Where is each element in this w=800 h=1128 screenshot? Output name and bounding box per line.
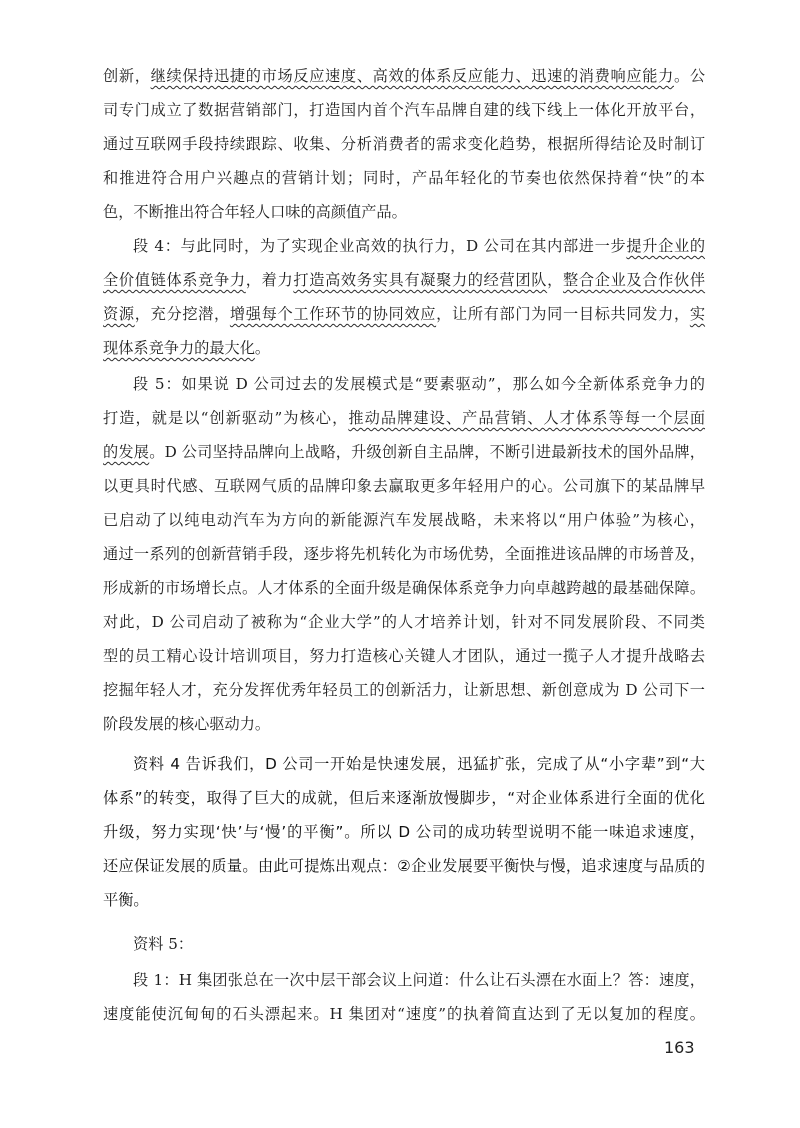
text-span: 司专门成立了数据营销部门，打造国内首个汽车品牌自建的线下线上一体化开放平台，: [103, 101, 705, 119]
text-line: [103, 440, 705, 464]
text-span: 已启动了以纯电动汽车为方向的新能源汽车发展战略，未来将以“用户体验”为核心，: [103, 511, 705, 529]
text-span: 通过互联网手段持续跟踪、收集、分析消费者的需求变化趋势，根据所得结论及时制订: [103, 135, 705, 153]
text-span: 形成新的市场增长点。人才体系的全面升级是确保体系竞争力向卓越跨越的最基础保障。: [103, 579, 705, 597]
text-line: [103, 1002, 705, 1026]
text-line: [103, 644, 705, 668]
text-line: [103, 166, 705, 190]
text-line: [103, 64, 705, 88]
underlined-phrase: 继续保持迅捷的市场反应速度、高效的体系反应能力、迅速的消费响应能力: [150, 67, 674, 85]
text-span: 创新，: [103, 67, 151, 85]
text-line: [103, 268, 705, 292]
text-line: [133, 932, 705, 956]
text-span: 以更具时代感、互联网气质的品牌印象去赢取更多年轻用户的心。公司旗下的某品牌早: [103, 477, 705, 495]
text-span: ，着力: [245, 271, 294, 289]
text-line: [103, 336, 705, 360]
page-number: 163: [664, 1038, 695, 1057]
text-span: 。D 公司坚持品牌向上战略，升级创新自主品牌，不断引进最新技术的国外品牌，: [149, 443, 705, 461]
text-span: 资料 5：: [133, 935, 194, 953]
text-line: [103, 786, 705, 810]
text-span: 。公: [673, 67, 706, 85]
underlined-phrase: 的发展: [103, 443, 150, 461]
text-line: [133, 968, 705, 992]
text-line: [103, 712, 705, 736]
text-line: [103, 854, 705, 878]
underlined-phrase: 推动品牌建设、产品营销、人才体系等每一个层面: [348, 409, 706, 427]
text-line: [103, 542, 705, 566]
text-line: [133, 752, 705, 776]
text-line: [133, 372, 705, 396]
text-span: 段 4：与此同时，为了实现企业高效的执行力，D 公司在其内部进一步: [133, 237, 627, 255]
text-line: [103, 132, 705, 156]
text-span: ，充分挖潜，: [134, 305, 230, 323]
text-line: [103, 508, 705, 532]
text-line: [103, 200, 705, 224]
underlined-phrase: 整合企业及合作伙伴: [562, 271, 706, 289]
text-span: ，让所有部门为同一目标共同发力，: [436, 305, 690, 323]
text-span: ，: [547, 271, 563, 289]
text-span: 对此，D 公司启动了被称为“企业大学”的人才培养计划，针对不同发展阶段、不同类: [103, 613, 705, 631]
text-span: 速度能使沉甸甸的石头漂起来。H 集团对“速度”的执着简直达到了无以复加的程度。: [103, 1005, 705, 1023]
underlined-phrase: 全价值链体系竞争力: [103, 271, 246, 289]
text-line: [103, 820, 705, 844]
text-span: 通过一系列的创新营销手段，逐步将先机转化为市场优势，全面推进该品牌的市场普及，: [103, 545, 705, 563]
text-span: 色，不断推出符合年轻人口味的高颜值产品。: [103, 203, 407, 221]
text-line: [103, 610, 705, 634]
text-span: 资料 4 告诉我们，D 公司一开始是快速发展，迅猛扩张，完成了从“小字辈”到“大: [133, 755, 705, 773]
text-line: [103, 406, 705, 430]
text-span: 升级，努力实现‘快’与‘慢’的平衡”。所以 D 公司的成功转型说明不能一味追求速度，: [103, 823, 705, 841]
text-span: 型的员工精心设计培训项目，努力打造核心关键人才团队，通过一揽子人才提升战略去: [103, 647, 705, 665]
underlined-phrase: 提升企业的: [626, 237, 706, 255]
text-span: 还应保证发展的质量。由此可提炼出观点：②企业发展要平衡快与慢，追求速度与品质的: [103, 857, 705, 875]
text-span: 和推进符合用户兴趣点的营销计划；同时，产品年轻化的节奏也依然保持着“快”的本: [103, 169, 705, 187]
text-span: 体系”的转变，取得了巨大的成就，但后来逐渐放慢脚步，“对企业体系进行全面的优化: [103, 789, 705, 807]
text-line: [133, 234, 705, 258]
underlined-phrase: 打造高效务实具有凝聚力的经营团队: [293, 271, 548, 289]
text-span: 阶段发展的核心驱动力。: [103, 715, 271, 733]
text-span: 段 5：如果说 D 公司过去的发展模式是“要素驱动”，那么如今全新体系竞争力的: [133, 375, 705, 393]
text-span: 打造，就是以“创新驱动”为核心，: [103, 409, 349, 427]
text-line: [103, 302, 705, 326]
text-span: 段 1：H 集团张总在一次中层干部会议上问道：什么让石头漂在水面上？答：速度，: [133, 971, 705, 989]
text-span: 挖掘年轻人才，充分发挥优秀年轻员工的创新活力，让新思想、新创意成为 D 公司下一: [103, 681, 705, 699]
underlined-phrase: 增强每个工作环节的协同效应: [229, 305, 437, 323]
text-line: [103, 678, 705, 702]
text-span: 平衡。: [103, 891, 149, 909]
text-line: [103, 474, 705, 498]
underlined-phrase: 实: [689, 305, 706, 323]
underlined-phrase: 现体系竞争力的最大化: [103, 339, 255, 357]
text-span: 。: [254, 339, 271, 357]
underlined-phrase: 资源: [103, 305, 135, 323]
text-line: [103, 576, 705, 600]
text-line: [103, 98, 705, 122]
text-line: [103, 888, 705, 912]
